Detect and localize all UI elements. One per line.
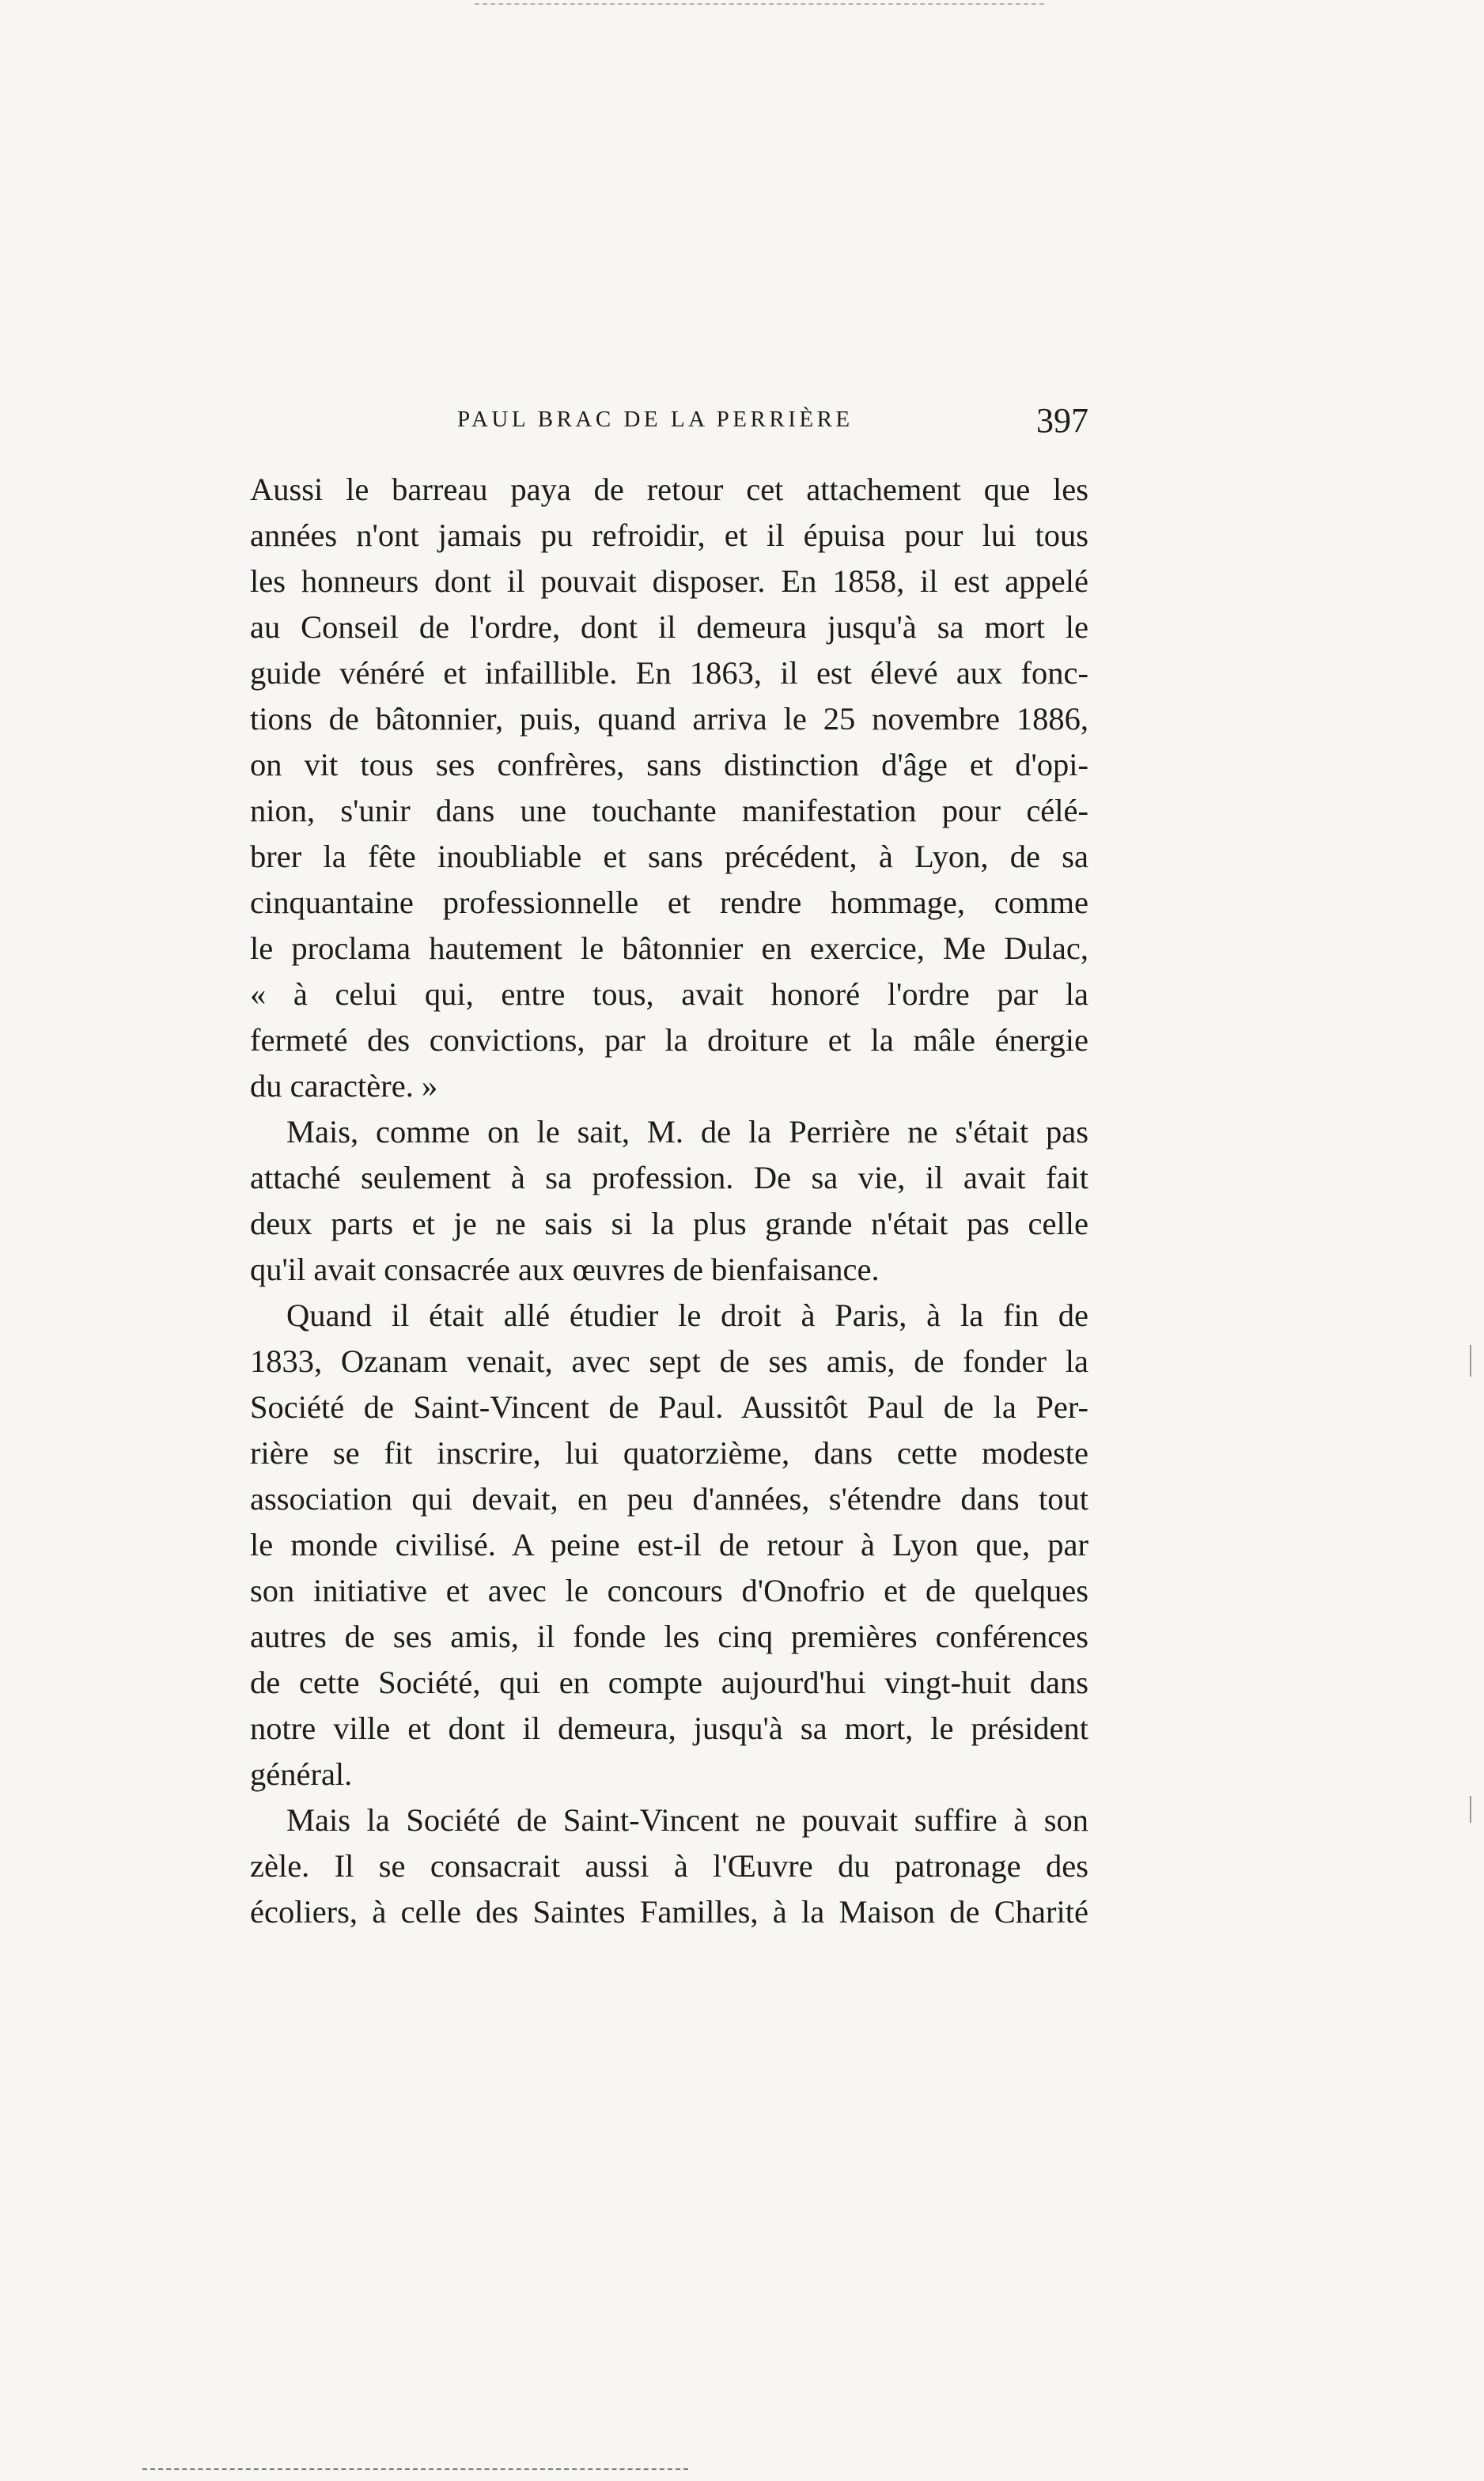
text-line: 1833, Ozanam venait, avec sept de ses amis, de fonder la: [250, 1343, 1088, 1379]
text-line: cinquantaine professionnelle et rendre hommage, comme: [250, 884, 1088, 920]
paragraph-4: [250, 1797, 1088, 1935]
text-line: général.: [250, 1756, 353, 1792]
text-line: on vit tous ses confrères, sans distinction d'âge et d'opi-: [250, 747, 1088, 782]
page-number: 397: [1036, 401, 1088, 440]
text-line: du caractère. »: [250, 1068, 438, 1104]
text-line: notre ville et dont il demeura, jusqu'à sa mort, le président: [250, 1710, 1088, 1746]
text-line: Quand il était allé étudier le droit à Paris, à la fin de: [286, 1297, 1088, 1333]
text-line: qu'il avait consacrée aux œuvres de bienfaisance.: [250, 1252, 880, 1287]
text-line: tions de bâtonnier, puis, quand arriva le 25 novembre 1886,: [250, 701, 1088, 737]
bottom-edge-rule: [142, 2468, 688, 2470]
text-line: les honneurs dont il pouvait disposer. En 1858, il est appelé: [250, 563, 1088, 599]
text-line: fermeté des convictions, par la droiture et la mâle énergie: [250, 1022, 1088, 1058]
text-line: « à celui qui, entre tous, avait honoré l'ordre par la: [250, 976, 1088, 1012]
text-line: Société de Saint-Vincent de Paul. Aussitôt Paul de la Per-: [250, 1389, 1088, 1425]
text-line: Mais, comme on le sait, M. de la Perrière ne s'était pas: [286, 1114, 1088, 1150]
text-line: autres de ses amis, il fonde les cinq premières conférences: [250, 1619, 1088, 1654]
text-line: son initiative et avec le concours d'Onofrio et de quelques: [250, 1573, 1088, 1608]
text-line: de cette Société, qui en compte aujourd'hui vingt-huit dans: [250, 1665, 1088, 1700]
scan-margin-mark: [1470, 1345, 1471, 1377]
text-line: brer la fête inoubliable et sans précédent, à Lyon, de sa: [250, 839, 1088, 874]
paragraph-2: [250, 1109, 1088, 1293]
text-line: Mais la Société de Saint-Vincent ne pouvait suffire à son: [286, 1802, 1088, 1838]
running-title: PAUL BRAC DE LA PERRIÈRE: [457, 407, 854, 432]
text-line: au Conseil de l'ordre, dont il demeura jusqu'à sa mort le: [250, 609, 1088, 645]
text-line: association qui devait, en peu d'années, s'étendre dans tout: [250, 1481, 1088, 1517]
text-line: nion, s'unir dans une touchante manifestation pour célé-: [250, 793, 1088, 828]
text-line: le monde civilisé. A peine est-il de retour à Lyon que, par: [250, 1527, 1088, 1562]
text-line: écoliers, à celle des Saintes Familles, à la Maison de Charité: [250, 1894, 1088, 1930]
paragraph-1: [250, 467, 1088, 1109]
running-head: [250, 400, 1088, 448]
text-line: années n'ont jamais pu refroidir, et il épuisa pour lui tous: [250, 517, 1088, 553]
text-line: Aussi le barreau paya de retour cet attachement que les: [250, 472, 1088, 507]
text-line: guide vénéré et infaillible. En 1863, il est élevé aux fonc-: [250, 655, 1088, 691]
page-body: [250, 467, 1088, 1935]
text-line: le proclama hautement le bâtonnier en exercice, Me Dulac,: [250, 930, 1088, 966]
text-line: deux parts et je ne sais si la plus grande n'était pas celle: [250, 1206, 1088, 1241]
text-line: attaché seulement à sa profession. De sa vie, il avait fait: [250, 1160, 1088, 1195]
text-line: zèle. Il se consacrait aussi à l'Œuvre du patronage des: [250, 1848, 1088, 1884]
scan-margin-mark: [1470, 1796, 1471, 1823]
top-edge-rule: [475, 3, 1044, 5]
text-line: rière se fit inscrire, lui quatorzième, dans cette modeste: [250, 1435, 1088, 1471]
paragraph-3: [250, 1293, 1088, 1797]
